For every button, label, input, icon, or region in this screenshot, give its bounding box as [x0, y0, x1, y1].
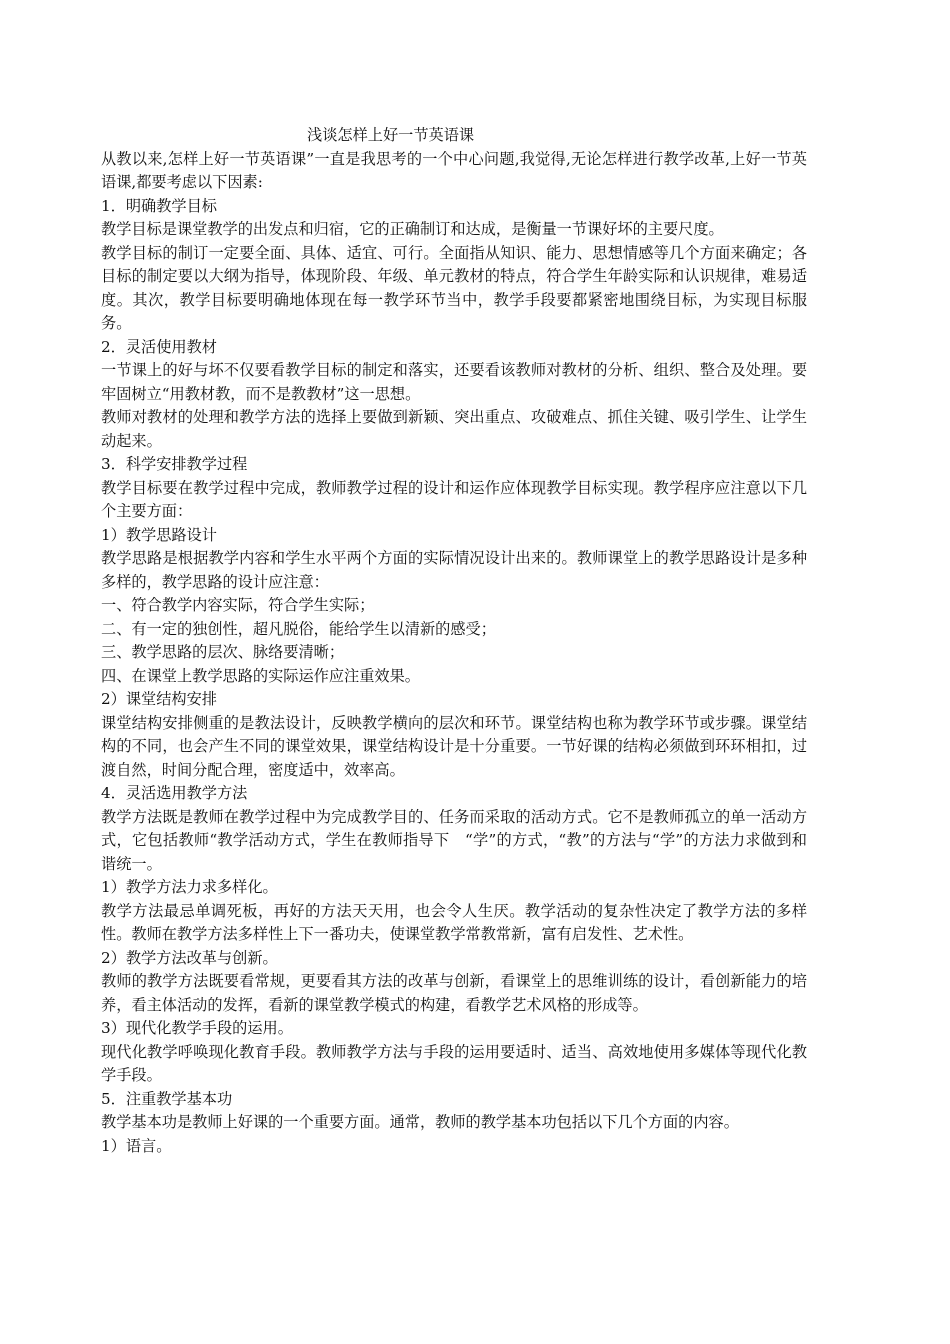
paragraph: 一节课上的好与坏不仅要看教学目标的制定和落实，还要看该教师对教材的分析、组织、整合及处理。要牢固树立“用教材教，而不是教教材”这一思想。: [101, 361, 807, 403]
section-heading: 5．注重教学基本功: [101, 1089, 233, 1108]
document-body: [101, 124, 807, 1158]
paragraph: 从教以来,怎样上好一节英语课”一直是我思考的一个中心问题,我觉得,无论怎样进行教学改革,上好一节英语课,都要考虑以下因素:: [101, 149, 807, 191]
paragraph: 教学目标的制订一定要全面、具体、适宜、可行。全面指从知识、能力、思想情感等几个方面来确定；各目标的制定要以大纲为指导，体现阶段、年级、单元教材的特点，符合学生年龄实际和认识规律，难易适度。其次，教学目标要明确地体现在每一教学环节当中，教学手段要都紧密地围绕目标，为实现目标服务。: [101, 243, 807, 332]
section-heading: 二、有一定的独创性，超凡脱俗，能给学生以清新的感受；: [101, 619, 496, 638]
paragraph: 教学方法既是教师在教学过程中为完成教学目的、任务而采取的活动方式。它不是教师孤立的单一活动方式，它包括教师“教学活动方式，学生在教师指导下 “学”的方式，“教”的方法与“学”的方法力求做到和谐统一。: [101, 807, 807, 873]
section-heading: 1．明确教学目标: [101, 196, 217, 215]
section-heading: 3．科学安排教学过程: [101, 455, 248, 473]
paragraph: 教学思路是根据教学内容和学生水平两个方面的实际情况设计出来的。教师课堂上的教学思路设计是多种多样的，教学思路的设计应注意：: [101, 549, 807, 591]
section-heading: 1）教学方法力求多样化。: [101, 878, 278, 896]
section-heading: 1）语言。: [101, 1136, 172, 1155]
section-heading: 4．灵活选用教学方法: [101, 784, 248, 802]
document-blocks: [101, 148, 807, 1159]
section-heading: 1）教学思路设计: [101, 525, 217, 544]
paragraph: 教学基本功是教师上好课的一个重要方面。通常，教师的教学基本功包括以下几个方面的内容。: [101, 1113, 739, 1131]
paragraph: 教师的教学方法既要看常规，更要看其方法的改革与创新，看课堂上的思维训练的设计，看创新能力的培养，看主体活动的发挥，看新的课堂教学模式的构建，看教学艺术风格的形成等。: [101, 972, 807, 1014]
paragraph: 现代化教学呼唤现化教育手段。教师教学方法与手段的运用要适时、适当、高效地使用多媒体等现代化教学手段。: [101, 1042, 807, 1084]
paragraph: 教学方法最忌单调死板，再好的方法天天用，也会令人生厌。教学活动的复杂性决定了教学方法的多样性。教师在教学方法多样性上下一番功夫，使课堂教学常教常新，富有启发性、艺术性。: [101, 901, 807, 943]
section-heading: 3）现代化教学手段的运用。: [101, 1019, 293, 1037]
paragraph: 教学目标是课堂教学的出发点和归宿，它的正确制订和达成，是衡量一节课好坏的主要尺度。: [101, 220, 724, 238]
section-heading: 2）教学方法改革与创新。: [101, 948, 278, 967]
paragraph: 课堂结构安排侧重的是教法设计，反映教学横向的层次和环节。课堂结构也称为教学环节或步骤。课堂结构的不同，也会产生不同的课堂效果，课堂结构设计是十分重要。一节好课的结构必须做到环环相扣，过渡自然，时间分配合理，密度适中，效率高。: [101, 713, 807, 779]
paragraph: 教学目标要在教学过程中完成，教师教学过程的设计和运作应体现教学目标实现。教学程序应注意以下几个主要方面：: [101, 478, 807, 520]
section-heading: 四、在课堂上教学思路的实际运作应注重效果。: [101, 666, 420, 685]
section-heading: 2．灵活使用教材: [101, 337, 217, 356]
document-title: 浅谈怎样上好一节英语课: [307, 126, 475, 144]
section-heading: 一、符合教学内容实际，符合学生实际；: [101, 596, 375, 614]
paragraph: 教师对教材的处理和教学方法的选择上要做到新颖、突出重点、攻破难点、抓住关键、吸引学生、让学生动起来。: [101, 408, 807, 450]
section-heading: 三、教学思路的层次、脉络要清晰；: [101, 643, 344, 661]
section-heading: 2）课堂结构安排: [101, 690, 217, 708]
